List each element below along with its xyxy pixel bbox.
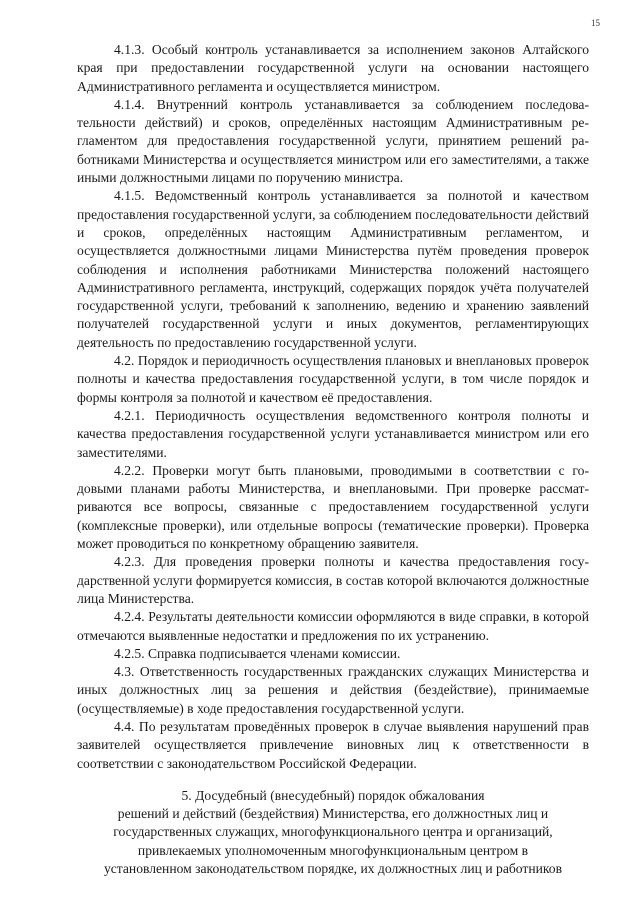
paragraph-4-3: 4.3. Ответственность государственных гражданских служащих Министерства и иных должностных лиц за решения и действия (бездействие), принимаемые (осуществляемые) в ходе предоставления государственной услуги.	[77, 664, 589, 716]
document-body	[77, 41, 589, 878]
paragraph-4-2-5: 4.2.5. Справка подписывается членами комиссии.	[114, 645, 401, 661]
section-heading-line: привлекаемых уполномоченным многофункциональным центром в	[137, 842, 529, 858]
section-heading-line: решений и действий (бездействия) Министерства, его должностных лиц и	[117, 806, 549, 822]
section-5-heading	[77, 787, 589, 878]
paragraph-4-1-5: 4.1.5. Ведомственный контроль устанавливается за полнотой и качеством предоставления государственной услуги, за соблюдением последовательности действий и сроков, определённых настоящим Административным регламентом, и осуществляется должностными лицами Министерства путём проведения проверок соблюдения и исполнения работниками Министерства положений настоящего Административного регламента, инструкций, содержащих порядок учёта получателей государственной услуги, требований к заполнению, ведению и хранению заявлений получателей государственной услуги и иных документов, регламентирующих деятельность по предоставлению государственной услуги.	[77, 188, 589, 350]
paragraph-4-1-3: 4.1.3. Особый контроль устанавливается за исполнением законов Алтайского края при предоставлении государственной услуги на основании настоящего Административного регламента и осуществляется министром.	[77, 42, 589, 94]
paragraph-4-2-2: 4.2.2. Проверки могут быть плановыми, проводимыми в соответствии с годовыми планами работы Министерства, и внеплановыми. При проверке рассматриваются все вопросы, связанные с предоставлением государственной услуги (комплексные проверки), или отдельные вопросы (тематические проверки). Проверка может проводиться по конкретному обращению заявителя.	[77, 462, 589, 552]
paragraph-4-4: 4.4. По результатам проведённых проверок в случае выявления нарушений прав заявителей осуществляется привлечение виновных лиц к ответственности в соответствии с законодательством Российской Федерации.	[77, 718, 589, 771]
section-heading-line: государственных служащих, многофункционального центра и организаций,	[113, 824, 553, 840]
paragraph-4-2-1: 4.2.1. Периодичность осуществления ведомственного контроля полноты и качества предоставления государственной услуги устанавливается министром или его заместителями.	[77, 407, 589, 460]
section-heading-line: установленном законодательством порядке, их должностных лиц и работников	[103, 861, 563, 877]
paragraph-4-1-4: 4.1.4. Внутренний контроль устанавливается за соблюдением последовательности действий) и сроков, определённых настоящим Административным регламентом для предоставления государственной услуги, принятием решений работниками Министерства и осуществляется министром или его заместителями, а также иными должностными лицами по поручению министра.	[77, 96, 589, 186]
page-number: 15	[591, 18, 600, 28]
paragraph-4-2-4: 4.2.4. Результаты деятельности комиссии оформляются в виде справки, в которой отмечаются выявленные недостатки и предложения по их устранению.	[77, 609, 589, 643]
section-heading-line: 5. Досудебный (внесудебный) порядок обжалования	[181, 787, 485, 803]
paragraph-4-2-3: 4.2.3. Для проведения проверки полноты и качества предоставления государственной услуги формируется комиссия, в состав которой включаются должностные лица Министерства.	[77, 554, 589, 606]
paragraph-4-2: 4.2. Порядок и периодичность осуществления плановых и внеплановых проверок полноты и качества предоставления государственной услуги, в том числе порядок и формы контроля за полнотой и качеством её предоставления.	[77, 353, 589, 405]
